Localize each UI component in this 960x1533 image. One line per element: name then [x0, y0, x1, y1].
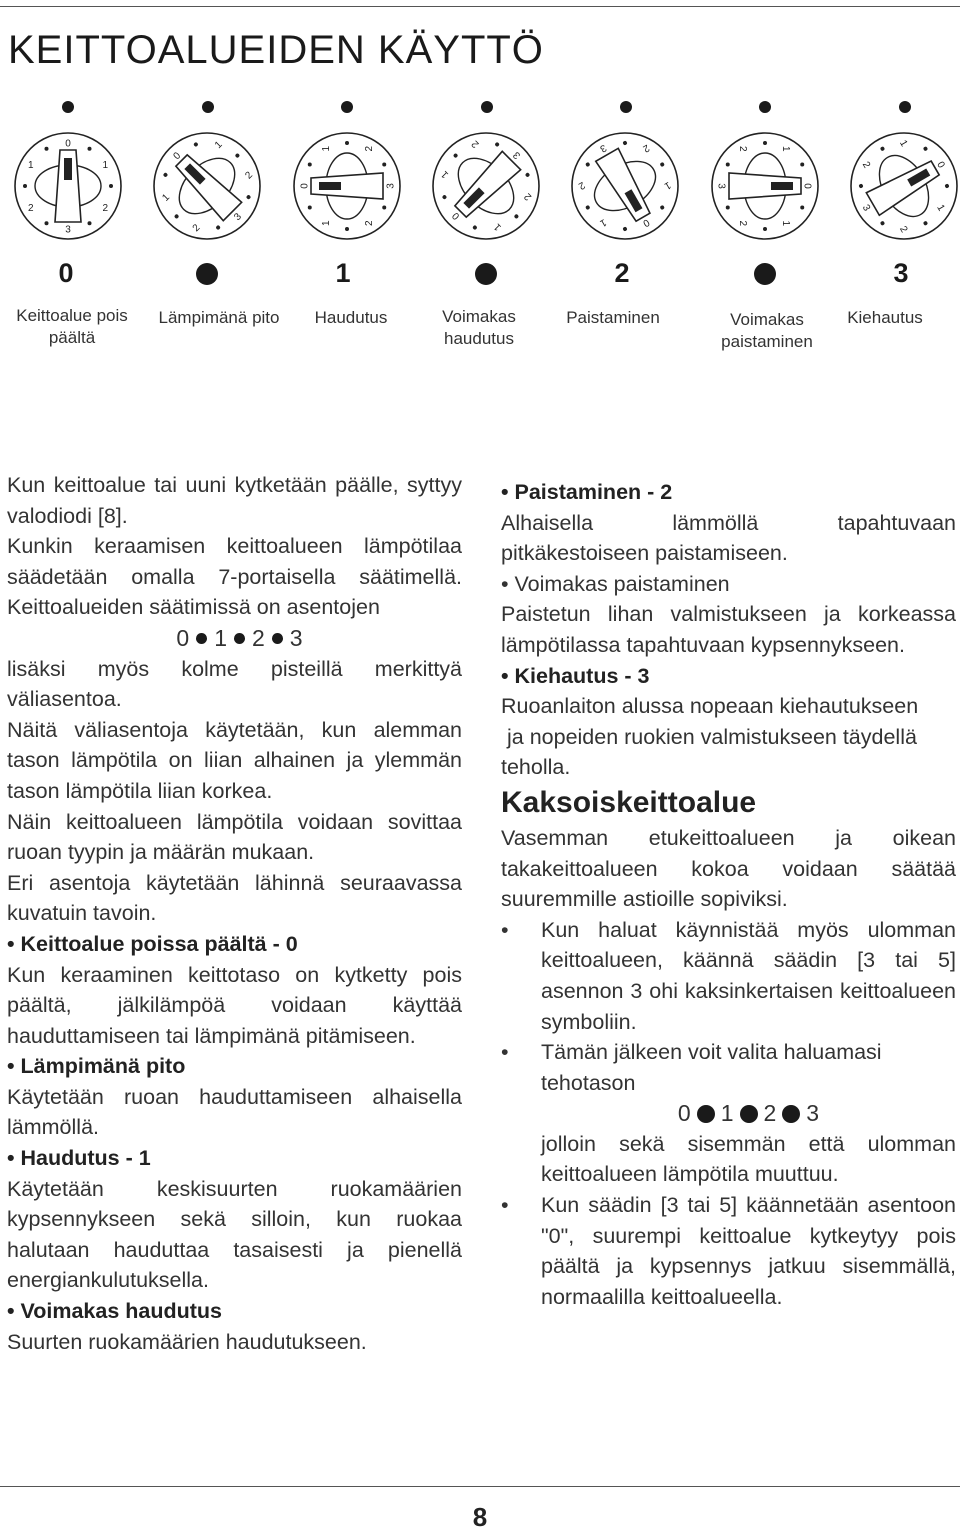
dial-dot: [453, 153, 459, 159]
bottom-rule: [0, 1486, 960, 1487]
dial-digit: 2: [522, 190, 535, 203]
knob-indicator-dot: [899, 101, 911, 113]
knob-dial-3: [430, 130, 542, 242]
dial-digit: 3: [232, 211, 244, 223]
heading-strong-simmer: • Voimakas haudutus: [7, 1299, 223, 1324]
dial-pointer: [64, 158, 72, 180]
intro-paragraph: Kun keittoalue tai uuni kytketään päälle, syttyy valodiodi [8].: [7, 473, 462, 528]
dial-dot: [800, 163, 804, 167]
dial-rotor: [569, 130, 681, 242]
control-paragraph: Kunkin keraamisen keittoalueen lämpötilaa säädetään omalla 7-portaisella säätimellä.: [7, 534, 462, 589]
dial-dot: [660, 205, 665, 210]
page-number: 8: [472, 1502, 488, 1532]
intermediate-use-paragraph: Näitä väliasentoja käytetään, kun alemman tason lämpötila on liian alhainen ja ylemmän tason lämpötila liian korkea.: [7, 717, 462, 803]
dial-digit: 1: [780, 145, 791, 152]
dial-dot: [880, 221, 885, 226]
dial-digit: 2: [896, 224, 910, 235]
caption-frying: Paistaminen: [566, 308, 660, 327]
dial-digit: 1: [780, 220, 791, 227]
knob-dial-0: [12, 130, 124, 242]
bullet-mark: •: [501, 917, 509, 942]
dial-digit: 0: [65, 138, 71, 150]
dial-dot: [944, 183, 949, 188]
knob-indicator-dot: [481, 101, 493, 113]
dial-digit: 1: [439, 168, 452, 181]
dial-digit: 0: [934, 159, 947, 171]
dial-dot: [235, 153, 241, 159]
dial-rotor: [430, 130, 542, 242]
dial-digit: 3: [511, 149, 523, 161]
dial-digit: 3: [385, 183, 397, 189]
dial-dot: [622, 226, 627, 231]
dial-dot: [585, 205, 590, 210]
text-frying: Alhaisella lämmöllä tapahtuvaan pitkäkestoiseen paistamiseen.: [501, 510, 956, 566]
bullet-text-3: Kun säädin [3 tai 5] käännetään asentoon "0", suurempi keittoalue kytkeytyy pois päältä ja kypsennys jatkuu sisemmällä, normaalilla keittoalueella.: [541, 1193, 956, 1309]
knob-indicator-dot: [620, 101, 632, 113]
dial-digit: 2: [737, 220, 748, 227]
dial-dot: [726, 206, 730, 210]
dial-digit: 1: [27, 160, 34, 171]
seq-3: 3: [806, 1100, 820, 1127]
dial-dot: [308, 163, 312, 167]
seq-0: 0: [677, 1100, 691, 1127]
seq-dot: [234, 633, 245, 644]
bullet-text-1: Kun haluat käynnistää myös ulomman keittoalueen, käännä säädin [3 tai 5] asennon 3 ohi kaksinkertaisen keittoalueen symboliin.: [541, 917, 956, 1034]
dial-digit: 2: [190, 222, 203, 235]
knob-dial-1: [151, 130, 263, 242]
knob-indicator-dot: [202, 101, 214, 113]
dial-digit: 0: [299, 183, 311, 189]
dial-rotor: [151, 130, 263, 242]
dial-handle: [866, 157, 941, 216]
bullet-text-2: Tämän jälkeen voit valita haluamasi tehotason: [541, 1040, 882, 1095]
bullet-item: [501, 915, 956, 1037]
dial-digit: 2: [576, 178, 587, 192]
dial-digit: 0: [171, 150, 184, 163]
seq-2: 2: [252, 624, 265, 651]
knob-dial-6: [848, 130, 960, 242]
heading-boiling: • Kiehautus - 3: [501, 663, 650, 688]
dial-dot: [382, 163, 386, 167]
dial-digit: 2: [640, 141, 652, 155]
seq-0: 0: [176, 624, 190, 651]
dial-pointer: [771, 182, 793, 190]
dial-dot: [345, 227, 349, 231]
dial-digit: 2: [243, 169, 256, 182]
heading-frying: • Paistaminen - 2: [501, 480, 673, 504]
dial-dot: [763, 227, 767, 231]
dial-dot: [382, 206, 386, 210]
dial-dot: [23, 184, 27, 188]
dial-dot: [109, 184, 113, 188]
dial-digit: 1: [212, 139, 225, 152]
dial-dot: [215, 225, 221, 231]
dial-digit: 3: [597, 141, 609, 155]
dial-dot: [923, 146, 928, 151]
seq-dot: [740, 1105, 758, 1123]
dial-digit: 3: [65, 224, 71, 236]
dial-digit: 2: [737, 145, 748, 152]
level-0-label: 0: [58, 258, 74, 288]
seq-dot: [196, 633, 207, 644]
right-column: [501, 477, 956, 1312]
dial-pointer: [319, 182, 341, 190]
intermediate-dot: [754, 263, 776, 285]
text-dual-zone: Vasemman etukeittoalueen ja oikean takakeittoalueen kokoa voidaan säätää suuremmille astioille sopiviksi.: [501, 825, 956, 912]
text-boiling-2: ja nopeiden ruokien valmistukseen täydellä teholla.: [501, 724, 923, 780]
knob-dial-5: [709, 130, 821, 242]
knob-dial-4: [569, 130, 681, 242]
seq-1: 1: [214, 624, 227, 651]
dial-digit: 2: [859, 159, 873, 171]
dial-rotor: [23, 139, 113, 236]
dial-digit: 2: [364, 145, 375, 152]
seq-dot: [782, 1105, 800, 1123]
dial-dot: [800, 206, 804, 210]
dial-rotor: [300, 141, 397, 231]
seq-3: 3: [289, 624, 303, 651]
dial-digit: 0: [801, 183, 813, 189]
dial-dot: [442, 194, 448, 200]
dial-digit: 1: [597, 216, 609, 229]
level-1-label: 1: [335, 258, 351, 288]
dial-dot: [923, 221, 928, 226]
dial-digit: 1: [321, 220, 332, 227]
dial-dot: [726, 163, 730, 167]
caption-simmer: Haudutus: [314, 308, 388, 327]
dial-dot: [858, 183, 863, 188]
caption-keep-warm: Lämpimänä pito: [158, 308, 280, 327]
dial-dot: [763, 141, 767, 145]
dial-digit: 1: [102, 160, 109, 171]
dial-digit: 2: [469, 137, 482, 150]
dial-digit: 1: [160, 191, 173, 204]
top-rule: [0, 6, 960, 7]
seq-1: 1: [720, 1100, 734, 1127]
page-title: KEITTOALUEIDEN KÄYTTÖ: [8, 28, 544, 72]
dial-digit: 2: [364, 220, 375, 227]
text-off: Kun keraaminen keittotaso on kytketty pois päältä, jälkilämpöä voidaan käyttää hauduttamiseen tai lämpimänä pitämiseen.: [7, 962, 462, 1048]
text-strong-simmer: Suurten ruokamäärien haudutukseen.: [7, 1329, 367, 1354]
intermediate-paragraph: lisäksi myös kolme pisteillä merkittyä väliasentoa.: [7, 656, 462, 712]
text-strong-frying: Paistetun lihan valmistukseen ja korkeassa lämpötilassa tapahtuvaan kypsennykseen.: [501, 602, 956, 657]
dial-dot: [163, 172, 169, 178]
bullet-item: [501, 1037, 956, 1190]
dial-handle: [451, 151, 520, 220]
dial-digit: 0: [640, 216, 652, 229]
dial-rotor: [848, 130, 960, 242]
dial-digit: 2: [102, 203, 109, 214]
dial-digit: 1: [321, 145, 332, 152]
bullet-mark: •: [501, 1040, 509, 1065]
dial-digit: 1: [896, 138, 910, 149]
caption-boiling: Kiehautus: [847, 308, 923, 327]
dial-digit: 1: [491, 220, 504, 233]
dial-dot: [308, 206, 312, 210]
dial-digit: 1: [662, 178, 673, 192]
text-simmer: Käytetään keskisuurten ruokamäärien kypsennykseen sekä silloin, kun ruokaa halutaan hauduttaa tasaisesti ja pienellä energiankulutuksella.: [7, 1176, 462, 1293]
seq-2: 2: [763, 1100, 777, 1127]
dial-dot: [45, 147, 49, 151]
left-column: [7, 470, 462, 1357]
heading-strong-frying: • Voimakas paistaminen: [501, 571, 730, 596]
intermediate-dot: [196, 263, 218, 285]
heading-simmer: • Haudutus - 1: [7, 1146, 151, 1171]
text-boiling: Ruoanlaiton alussa nopeaan kiehautukseen: [501, 694, 919, 719]
dial-dot: [174, 214, 180, 220]
dial-digit: 3: [859, 202, 873, 214]
dial-handle: [596, 148, 655, 223]
control-paragraph-line: [7, 531, 462, 592]
dial-dot: [622, 140, 627, 145]
dial-digit: 1: [934, 202, 947, 214]
dial-dot: [45, 221, 49, 225]
positions-use-paragraph: Eri asentoja käytetään lähinnä seuraavassa kuvatuin tavoin.: [7, 870, 462, 926]
dial-dot: [660, 162, 665, 167]
dial-digit: 2: [27, 203, 34, 214]
bullet-text-2b: jolloin sekä sisemmän että ulomman keittoalueen lämpötila muuttuu.: [541, 1131, 956, 1187]
bullet-mark: •: [501, 1193, 509, 1218]
knob-indicator-dot: [62, 101, 74, 113]
text-keep-warm: Käytetään ruoan hauduttamiseen alhaisella lämmöllä.: [7, 1084, 462, 1140]
knob-indicator-dot: [759, 101, 771, 113]
dial-digit: 3: [715, 183, 727, 189]
dial-dot: [246, 194, 252, 200]
dial-dot: [193, 142, 199, 148]
dial-dot: [514, 214, 520, 220]
caption-off: Keittoalue pois päältä: [16, 306, 128, 347]
level-3-label: 3: [893, 258, 909, 288]
dial-handle: [172, 151, 241, 220]
dial-dot: [880, 146, 885, 151]
intermediate-dot: [475, 263, 497, 285]
heading-keep-warm: • Lämpimänä pito: [7, 1054, 186, 1079]
position-sequence: [7, 623, 462, 654]
dial-dot: [585, 162, 590, 167]
section-heading-dual-zone: Kaksoiskeittoalue: [501, 785, 757, 819]
dial-rotor: [716, 141, 813, 231]
caption-strong-frying: Voimakas paistaminen: [721, 310, 813, 351]
dial-dot: [525, 172, 531, 178]
dial-dot: [345, 141, 349, 145]
position-sequence: [541, 1098, 956, 1129]
caption-strong-simmer: Voimakas haudutus: [442, 307, 516, 348]
positions-paragraph: Keittoalueiden säätimissä on asentojen: [7, 595, 380, 620]
dial-dot: [88, 147, 92, 151]
heading-off: • Keittoalue poissa päältä - 0: [7, 931, 298, 956]
bullet-item: [501, 1190, 956, 1312]
level-2-label: 2: [614, 258, 630, 288]
dial-dot: [88, 221, 92, 225]
dial-dot: [472, 225, 478, 231]
dial-dot: [494, 142, 500, 148]
adjust-paragraph: Näin keittoalueen lämpötila voidaan sovittaa ruoan tyypin ja määrän mukaan.: [7, 809, 462, 865]
seq-dot: [697, 1105, 715, 1123]
knob-dial-2: [291, 130, 403, 242]
knob-indicator-dot: [341, 101, 353, 113]
dial-digit: 0: [450, 209, 463, 222]
seq-dot: [272, 633, 283, 644]
